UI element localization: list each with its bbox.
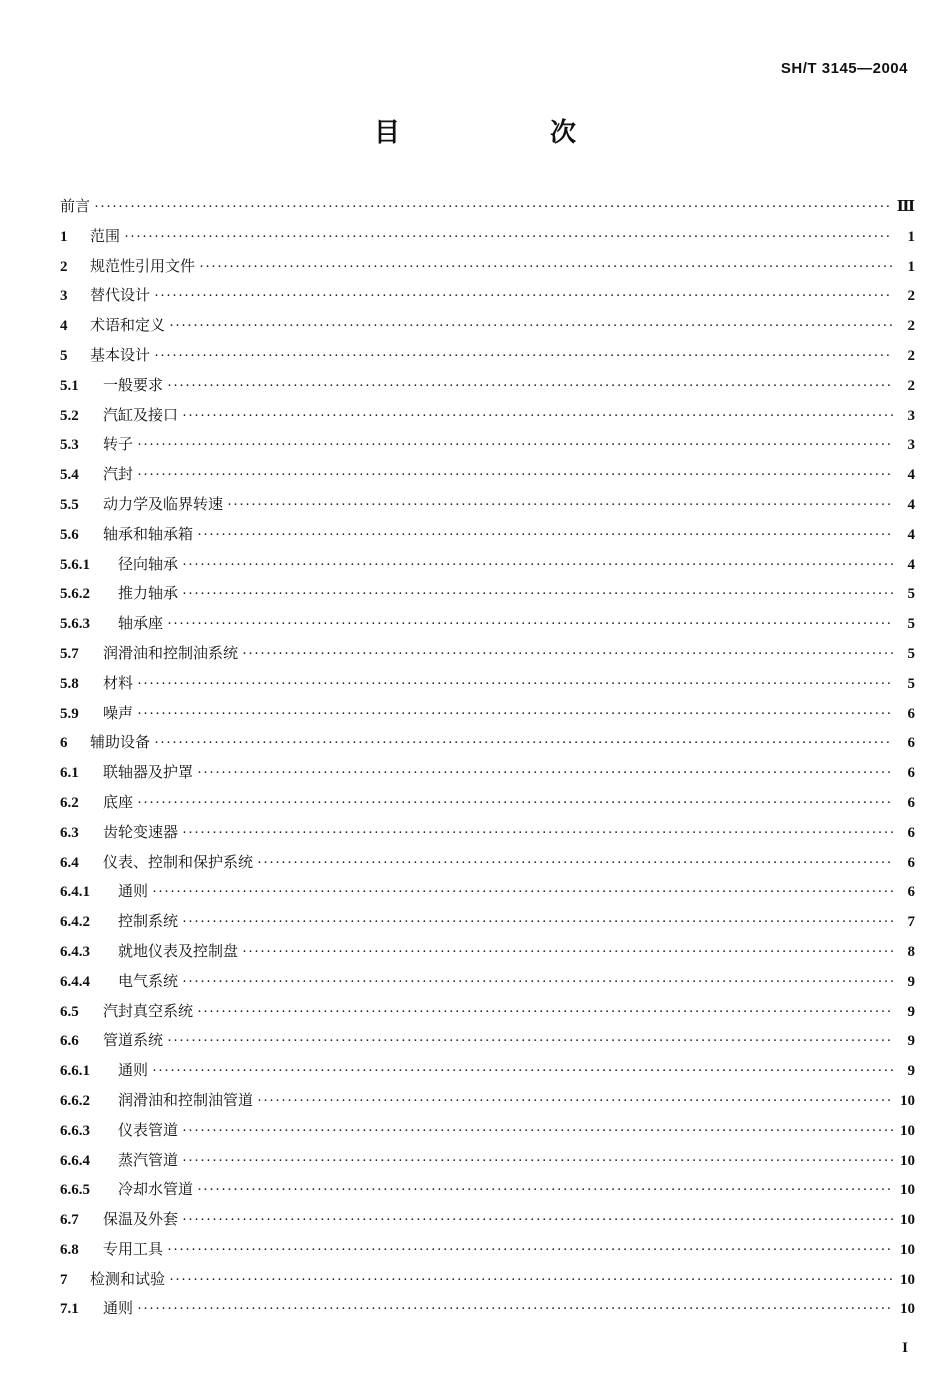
toc-entry[interactable]: [60, 460, 915, 490]
toc-entry[interactable]: [60, 520, 915, 550]
toc-entry-page: 2: [907, 288, 915, 305]
toc-leader-dots: [182, 1147, 893, 1177]
toc-entry[interactable]: [60, 401, 915, 431]
toc-entry-page: 8: [907, 943, 915, 960]
toc-entry-page: 10: [900, 1301, 915, 1318]
toc-entry-page: 1: [907, 228, 915, 245]
toc-entry-page: 10: [900, 1212, 915, 1229]
toc-leader-dots: [137, 1295, 893, 1325]
toc-entry[interactable]: [60, 281, 915, 311]
toc-entry-title: 轴承座: [118, 614, 164, 633]
toc-leader-dots: [167, 372, 893, 402]
toc-leader-dots: [197, 759, 893, 789]
toc-entry-number: 5.4: [60, 467, 79, 484]
toc-entry-page: 5: [907, 616, 915, 633]
toc-entry-title: 蒸汽管道: [118, 1150, 179, 1169]
toc-entry-title: 噪声: [103, 703, 134, 722]
toc-entry-title: 推力轴承: [118, 584, 179, 603]
toc-leader-dots: [242, 640, 893, 670]
toc-entry-title: 仪表、控制和保护系统: [103, 852, 254, 871]
toc-leader-dots: [137, 670, 893, 700]
toc-entry-title: 就地仪表及控制盘: [118, 941, 239, 960]
toc-leader-dots: [227, 491, 893, 521]
toc-entry[interactable]: [60, 907, 915, 937]
toc-entry-number: 6.7: [60, 1212, 79, 1229]
toc-entry[interactable]: [60, 609, 915, 639]
toc-entry-title: 管道系统: [103, 1031, 164, 1050]
toc-entry-page: 6: [907, 794, 915, 811]
toc-entry-title: 术语和定义: [90, 316, 166, 335]
toc-leader-dots: [182, 908, 893, 938]
toc-entry-title: 辅助设备: [90, 733, 151, 752]
toc-entry-number: 6.4.1: [60, 884, 90, 901]
toc-entry[interactable]: [60, 579, 915, 609]
toc-entry-number: 6.6.1: [60, 1063, 90, 1080]
toc-entry-title: 润滑油和控制油管道: [118, 1090, 254, 1109]
toc-entry[interactable]: [60, 252, 915, 282]
toc-entry-page: 2: [907, 318, 915, 335]
toc-entry-number: 7.1: [60, 1301, 79, 1318]
toc-leader-dots: [169, 312, 893, 342]
document-code: SH/T 3145—2004: [780, 60, 908, 77]
toc-entry-title: 联轴器及护罩: [103, 763, 194, 782]
page-title-left: 目: [373, 118, 400, 148]
toc-leader-dots: [167, 1236, 893, 1266]
toc-entry-number: 6.4.2: [60, 914, 90, 931]
toc-entry-page: 6: [907, 854, 915, 871]
toc-entry-title: 冷却水管道: [118, 1180, 194, 1199]
toc-leader-dots: [257, 849, 893, 879]
toc-entry-page: 5: [907, 645, 915, 662]
toc-entry-title: 润滑油和控制油系统: [103, 643, 239, 662]
toc-entry-number: 6.2: [60, 794, 79, 811]
toc-entry-page: 5: [907, 675, 915, 692]
toc-entry-title: 转子: [103, 435, 134, 454]
toc-entry-title: 前言: [60, 197, 91, 215]
toc-entry-page: 4: [907, 526, 915, 543]
toc-entry-number: 5.9: [60, 705, 79, 722]
toc-entry-page: 9: [907, 1003, 915, 1020]
toc-leader-dots: [199, 253, 893, 283]
toc-entry-page: 6: [907, 824, 915, 841]
page-folio: I: [902, 1340, 908, 1356]
toc-entry-number: 5.2: [60, 407, 79, 424]
toc-entry-number: 5.8: [60, 675, 79, 692]
toc-entry-number: 7: [60, 1271, 68, 1288]
toc-entry-title: 一般要求: [103, 375, 164, 394]
toc-entry-page: 6: [907, 765, 915, 782]
toc-entry-number: 6.6.2: [60, 1092, 90, 1109]
toc-entry[interactable]: [60, 818, 915, 848]
toc-entry[interactable]: [60, 1294, 915, 1324]
toc-leader-dots: [167, 1027, 893, 1057]
toc-entry[interactable]: [60, 1235, 915, 1265]
toc-entry-page: 6: [907, 705, 915, 722]
toc-entry-page: 2: [907, 347, 915, 364]
toc-entry-page: 9: [907, 1063, 915, 1080]
toc-entry[interactable]: [60, 1086, 915, 1116]
toc-entry-page: 10: [900, 1182, 915, 1199]
toc-entry-title: 轴承和轴承箱: [103, 524, 194, 543]
toc-entry-number: 6.4: [60, 854, 79, 871]
toc-entry-page: Ⅲ: [896, 199, 915, 215]
toc-entry[interactable]: [60, 371, 915, 401]
toc-entry-page: 10: [900, 1122, 915, 1139]
toc-leader-dots: [197, 998, 893, 1028]
toc-entry[interactable]: [60, 788, 915, 818]
toc-entry[interactable]: [60, 490, 915, 520]
toc-entry-number: 5.6.3: [60, 616, 90, 633]
toc-entry[interactable]: [60, 639, 915, 669]
toc-entry[interactable]: [60, 877, 915, 907]
toc-entry-number: 6: [60, 735, 68, 752]
toc-entry-title: 径向轴承: [118, 554, 179, 573]
toc-leader-dots: [167, 610, 893, 640]
toc-entry-number: 6.6.4: [60, 1152, 90, 1169]
toc-entry-page: 9: [907, 973, 915, 990]
toc-leader-dots: [197, 521, 893, 551]
toc-entry-page: 5: [907, 586, 915, 603]
toc-leader-dots: [94, 193, 893, 223]
toc-entry-number: 6.4.4: [60, 973, 90, 990]
toc-entry-title: 汽封真空系统: [103, 1001, 194, 1020]
table-of-contents: [60, 192, 915, 1324]
page-title-right: 次: [550, 118, 577, 148]
toc-entry-number: 2: [60, 258, 68, 275]
toc-entry-title: 通则: [118, 882, 149, 901]
toc-leader-dots: [182, 968, 893, 998]
toc-entry[interactable]: [60, 728, 915, 758]
toc-entry[interactable]: [60, 997, 915, 1027]
toc-entry[interactable]: [60, 1146, 915, 1176]
toc-entry-page: 9: [907, 1033, 915, 1050]
toc-entry-page: 4: [907, 467, 915, 484]
toc-leader-dots: [154, 729, 893, 759]
toc-entry-number: 6.5: [60, 1003, 79, 1020]
toc-entry-page: 4: [907, 496, 915, 513]
toc-leader-dots: [152, 878, 893, 908]
toc-entry-page: 7: [907, 914, 915, 931]
toc-leader-dots: [257, 1087, 893, 1117]
toc-leader-dots: [182, 551, 893, 581]
toc-entry-page: 3: [907, 437, 915, 454]
toc-entry[interactable]: [60, 1175, 915, 1205]
toc-leader-dots: [182, 819, 893, 849]
toc-entry-title: 检测和试验: [90, 1269, 166, 1288]
toc-entry[interactable]: [60, 1205, 915, 1235]
toc-entry[interactable]: [60, 937, 915, 967]
toc-entry-title: 范围: [90, 226, 121, 245]
toc-leader-dots: [154, 282, 893, 312]
toc-entry-number: 5: [60, 347, 68, 364]
toc-entry-title: 保温及外套: [103, 1210, 179, 1229]
toc-entry-title: 规范性引用文件: [90, 256, 196, 275]
toc-entry-page: 10: [900, 1092, 915, 1109]
toc-entry-number: 5.6.1: [60, 556, 90, 573]
toc-entry-title: 电气系统: [118, 971, 179, 990]
toc-entry-number: 6.6: [60, 1033, 79, 1050]
toc-entry-title: 汽封: [103, 465, 134, 484]
toc-entry[interactable]: [60, 1056, 915, 1086]
toc-entry-number: 4: [60, 318, 68, 335]
toc-leader-dots: [124, 223, 893, 253]
toc-entry-title: 底座: [103, 792, 134, 811]
toc-leader-dots: [137, 461, 893, 491]
toc-leader-dots: [182, 1117, 893, 1147]
toc-entry-number: 6.6.3: [60, 1122, 90, 1139]
toc-leader-dots: [154, 342, 893, 372]
toc-entry-number: 5.3: [60, 437, 79, 454]
toc-entry-number: 5.5: [60, 496, 79, 513]
toc-leader-dots: [182, 580, 893, 610]
toc-entry-title: 控制系统: [118, 912, 179, 931]
toc-entry-title: 齿轮变速器: [103, 822, 179, 841]
toc-entry[interactable]: [60, 1116, 915, 1146]
toc-leader-dots: [242, 938, 893, 968]
toc-entry-title: 动力学及临界转速: [103, 494, 224, 513]
toc-entry[interactable]: [60, 699, 915, 729]
toc-entry-number: 6.8: [60, 1241, 79, 1258]
toc-entry[interactable]: [60, 1026, 915, 1056]
toc-entry-page: 10: [900, 1271, 915, 1288]
toc-entry-title: 基本设计: [90, 345, 151, 364]
toc-entry-page: 6: [907, 735, 915, 752]
toc-entry-page: 2: [907, 377, 915, 394]
toc-entry[interactable]: [60, 222, 915, 252]
toc-entry-number: 5.6.2: [60, 586, 90, 603]
toc-leader-dots: [137, 700, 893, 730]
toc-entry-title: 仪表管道: [118, 1120, 179, 1139]
toc-leader-dots: [137, 431, 893, 461]
toc-entry[interactable]: [60, 1265, 915, 1295]
toc-entry[interactable]: [60, 669, 915, 699]
toc-entry[interactable]: [60, 430, 915, 460]
toc-entry-title: 专用工具: [103, 1239, 164, 1258]
toc-entry[interactable]: [60, 848, 915, 878]
toc-leader-dots: [182, 402, 893, 432]
toc-entry-number: 6.4.3: [60, 943, 90, 960]
toc-entry-page: 1: [907, 258, 915, 275]
toc-entry[interactable]: [60, 550, 915, 580]
page-title: [0, 112, 950, 149]
toc-entry-number: 5.1: [60, 377, 79, 394]
toc-entry[interactable]: [60, 192, 915, 222]
toc-entry-page: 3: [907, 407, 915, 424]
toc-leader-dots: [137, 789, 893, 819]
toc-leader-dots: [182, 1206, 893, 1236]
toc-leader-dots: [169, 1266, 893, 1296]
toc-leader-dots: [152, 1057, 893, 1087]
toc-entry-number: 5.7: [60, 645, 79, 662]
toc-entry-page: 4: [907, 556, 915, 573]
toc-leader-dots: [197, 1176, 893, 1206]
toc-entry-page: 10: [900, 1152, 915, 1169]
toc-entry-number: 6.3: [60, 824, 79, 841]
toc-entry-number: 6.1: [60, 765, 79, 782]
toc-entry-number: 6.6.5: [60, 1182, 90, 1199]
toc-entry-page: 6: [907, 884, 915, 901]
toc-entry-number: 1: [60, 228, 68, 245]
toc-entry[interactable]: [60, 341, 915, 371]
toc-entry-title: 通则: [118, 1061, 149, 1080]
toc-entry-title: 替代设计: [90, 286, 151, 305]
toc-entry-title: 汽缸及接口: [103, 405, 179, 424]
toc-entry[interactable]: [60, 758, 915, 788]
toc-entry-title: 通则: [103, 1299, 134, 1318]
toc-entry-page: 10: [900, 1241, 915, 1258]
toc-entry[interactable]: [60, 967, 915, 997]
toc-entry[interactable]: [60, 311, 915, 341]
toc-entry-number: 5.6: [60, 526, 79, 543]
toc-entry-title: 材料: [103, 673, 134, 692]
toc-entry-number: 3: [60, 288, 68, 305]
